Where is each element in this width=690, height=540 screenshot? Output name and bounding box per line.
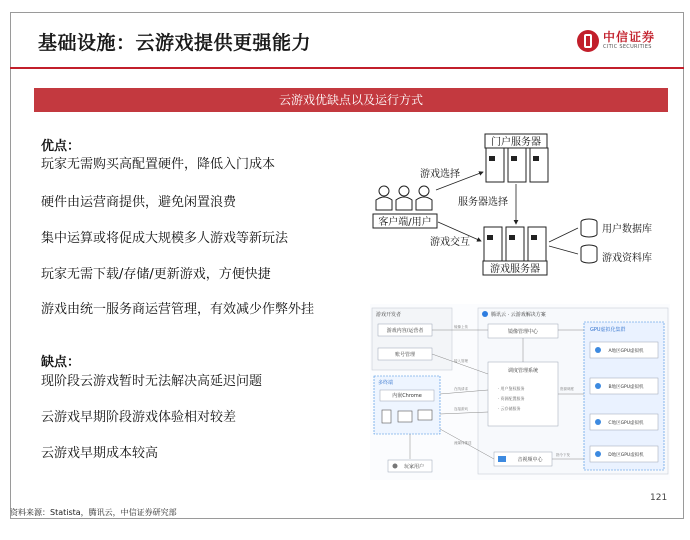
game-server-group (483, 227, 547, 275)
db-link-1 (549, 228, 578, 242)
developer-box: 游戏内容/运营者 (386, 328, 424, 334)
citic-logo-icon (577, 30, 599, 52)
logo-en-text: CITIC SECURITIES (603, 44, 652, 50)
edge-label: 连接游戏 (454, 407, 468, 411)
terminal-title: 多终端 (378, 380, 394, 386)
gpu-vm-icon (595, 347, 601, 353)
page-number: 121 (650, 493, 668, 503)
edge-label: 流媒体推送 (454, 441, 472, 445)
source-note: 资料来源：Statista，腾讯云，中信证券研究部 (10, 508, 177, 517)
tencent-cloud-diagram (370, 304, 670, 480)
cons-item: 现阶段云游戏暂时无法解决高延迟问题 (41, 374, 263, 389)
edge-label: 在线请求 (454, 387, 468, 391)
edge-label: 指令下发 (556, 453, 570, 457)
gpu-node: D地区GPU虚拟机 (608, 453, 644, 458)
player-label: 玩家用户 (403, 464, 425, 470)
section-banner: 云游戏优缺点以及运行方式 (34, 88, 668, 112)
gpu-vm-icon (595, 451, 601, 457)
edge-label: 镜像上传 (454, 325, 468, 329)
cloud-title: 腾讯云 · 云游戏解决方案 (491, 312, 546, 318)
cons-heading: 缺点： (41, 355, 81, 370)
pros-heading: 优点： (41, 139, 81, 154)
monitor-icon (418, 410, 432, 420)
browser-box: 内嵌Chrome (392, 393, 422, 399)
cons-item: 云游戏早期阶段游戏体验相对较差 (41, 410, 237, 425)
title-rule (10, 67, 684, 69)
game-db-icon (581, 245, 597, 263)
gpu-vm-icon (595, 383, 601, 389)
video-box: 音视频中心 (517, 457, 543, 463)
portal-server-label: 门户服务器 (491, 137, 541, 148)
citic-logo (577, 30, 655, 52)
user-db-icon (581, 219, 597, 237)
account-box: 账号管理 (394, 352, 416, 358)
client-user-group (373, 186, 437, 228)
select-game-label: 游戏选择 (420, 169, 460, 180)
edge-label: 资源调度 (560, 387, 574, 391)
portal-server-group (485, 134, 548, 182)
interaction-label: 游戏交互 (430, 237, 470, 248)
cons-item: 云游戏早期成本较高 (41, 446, 159, 461)
pros-item: 游戏由统一服务商运营管理，有效减少作弊外挂 (41, 302, 315, 317)
gpu-node: A地区GPU虚拟机 (608, 349, 644, 354)
scheduler-item: · 资源配置服务 (498, 396, 525, 401)
game-db-label: 游戏资料库 (602, 253, 652, 264)
gpu-node: B地区GPU虚拟机 (608, 385, 644, 390)
scheduler-item: · 云存储服务 (498, 406, 521, 411)
architecture-diagram (370, 130, 670, 280)
gpu-cluster-title: GPU虚拟化集群 (590, 327, 626, 333)
game-server-label: 游戏服务器 (490, 264, 540, 275)
edge-label: 接入管理 (454, 359, 468, 363)
mirror-box: 镜像管理中心 (507, 329, 539, 335)
video-icon (498, 456, 506, 462)
scheduler-item: · 用户鉴权服务 (498, 386, 525, 391)
user-db-label: 用户数据库 (602, 224, 652, 235)
pros-item: 玩家无需购买高配置硬件，降低入门成本 (41, 157, 276, 172)
pros-item: 玩家无需下载/存储/更新游戏，方便快捷 (41, 267, 271, 282)
developer-title: 游戏开发者 (376, 312, 402, 318)
logo-cn-text: 中信证券 (603, 30, 656, 44)
scheduler-title: 调度管理系统 (507, 368, 539, 374)
page-title: 基础设施：云游戏提供更强能力 (38, 32, 312, 54)
tencent-cloud-icon (482, 311, 488, 317)
pros-item: 集中运算或将促成大规模多人游戏等新玩法 (41, 231, 289, 246)
db-link-2 (549, 246, 578, 254)
gpu-vm-icon (595, 419, 601, 425)
player-icon (393, 464, 398, 469)
client-label: 客户端/用户 (378, 217, 432, 228)
pros-item: 硬件由运营商提供，避免闲置浪费 (41, 195, 237, 210)
tablet-icon (398, 411, 412, 422)
phone-icon (382, 410, 391, 423)
gpu-node: C地区GPU虚拟机 (608, 421, 644, 426)
select-server-label: 服务器选择 (458, 197, 508, 208)
